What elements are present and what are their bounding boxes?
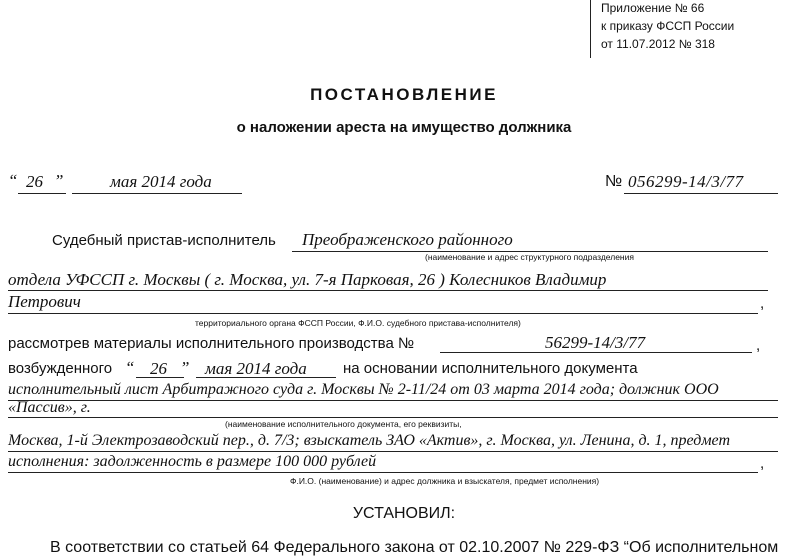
initiated-month-year: мая 2014 года xyxy=(205,359,307,378)
exec-doc-line-2-underline xyxy=(8,417,778,418)
bailiff-line-2: отдела УФССП г. Москвы ( г. Москва, ул. 7-я Парковая, 26 ) Колесников Владимир xyxy=(8,270,607,289)
number-underline xyxy=(624,193,778,194)
number-label: № xyxy=(605,173,623,190)
proceedings-label: рассмотрев материалы исполнительного производства № xyxy=(8,335,415,352)
initiated-day: 26 xyxy=(150,359,167,378)
appendix-line-2: к приказу ФССП России xyxy=(601,19,735,33)
document-title: ПОСТАНОВЛЕНИЕ xyxy=(310,85,498,104)
body-text: В соответствии со статьей 64 Федерального закона от 02.10.2007 № 229-ФЗ “Об исполнительном xyxy=(50,539,779,556)
exec-doc-line-2: «Пассив», г. xyxy=(8,399,91,416)
date-close-quote: ” xyxy=(54,171,64,190)
bailiff-line-3-underline xyxy=(8,313,758,314)
caption-structural-unit: (наименование и адрес структурного подразделения xyxy=(425,252,634,262)
bailiff-line-2-underline xyxy=(8,290,768,291)
exec-doc-line-4-underline xyxy=(8,472,758,473)
caption-territorial-org: территориального органа ФССП России, Ф.И.О. судебного пристава-исполнителя) xyxy=(195,318,521,328)
appendix-line-1: Приложение № 66 xyxy=(601,1,705,15)
exec-doc-line-1: исполнительный лист Арбитражного суда г. Москвы № 2-11/24 от 03 марта 2014 года; должник ООО xyxy=(8,381,719,398)
caption-exec-doc: (наименование исполнительного документа, его реквизиты, xyxy=(225,419,462,429)
appendix-border xyxy=(590,0,591,58)
exec-doc-line-3: Москва, 1-й Электрозаводский пер., д. 7/3; взыскатель ЗАО «Актив», г. Москва, ул. Ленина, д. 1, предмет xyxy=(8,432,730,449)
initiated-label: возбужденного xyxy=(8,360,113,377)
date-month-underline xyxy=(72,193,242,194)
initiated-month-underline xyxy=(196,377,336,378)
document-subtitle: о наложении ареста на имущество должника xyxy=(236,119,572,136)
proceedings-comma: , xyxy=(756,337,761,354)
bailiff-line-3: Петрович xyxy=(8,292,81,311)
exec-doc-line-1-underline xyxy=(8,400,778,401)
date-month-year: мая 2014 года xyxy=(110,172,212,191)
appendix-line-3: от 11.07.2012 № 318 xyxy=(601,37,715,51)
date-day: 26 xyxy=(26,172,43,191)
caption-debtor-creditor: Ф.И.О. (наименование) и адрес должника и взыскателя, предмет исполнения) xyxy=(290,476,600,486)
exec-doc-comma: , xyxy=(760,455,765,472)
initiated-day-underline xyxy=(136,377,184,378)
initiated-open-quote: “ xyxy=(125,358,135,377)
initiated-close-quote: ” xyxy=(180,358,190,377)
bailiff-dept-value: Преображенского районного xyxy=(302,230,513,249)
exec-doc-line-3-underline xyxy=(8,451,778,452)
proceedings-underline xyxy=(440,352,752,353)
bailiff-label: Судебный пристав-исполнитель xyxy=(52,232,276,249)
bailiff-comma: , xyxy=(760,295,765,312)
exec-doc-line-4: исполнения: задолженность в размере 100 000 рублей xyxy=(8,453,377,470)
initiated-suffix: на основании исполнительного документа xyxy=(343,360,638,377)
date-open-quote: “ xyxy=(8,171,18,190)
established-heading: УСТАНОВИЛ: xyxy=(352,505,456,522)
number-value: 056299-14/3/77 xyxy=(628,172,744,191)
date-day-underline xyxy=(18,193,66,194)
proceedings-number: 56299-14/3/77 xyxy=(545,333,646,352)
